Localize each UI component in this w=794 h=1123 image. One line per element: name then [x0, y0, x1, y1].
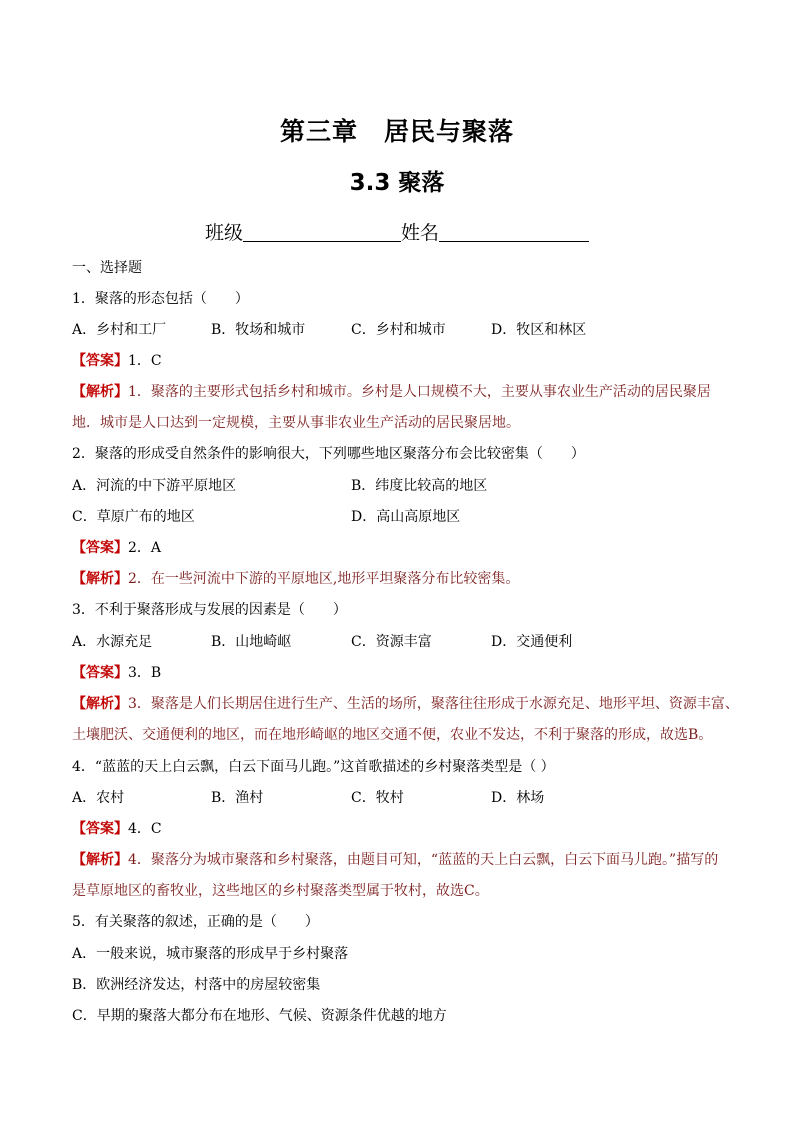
- answer-value: 2．A: [128, 540, 162, 556]
- answer-tag: 【答案】: [72, 353, 128, 369]
- explain-tag: 【解析】: [72, 384, 128, 400]
- option-a: A．河流的中下游平原地区: [72, 478, 237, 494]
- explain-tag: 【解析】: [72, 852, 128, 868]
- option-c: C．早期的聚落大都分布在地形、气候、资源条件优越的地方: [72, 1008, 447, 1024]
- option-d: D．林场: [491, 790, 545, 806]
- answer-line: [72, 819, 162, 839]
- question-stem: 3．不利于聚落形成与发展的因素是（ ）: [72, 602, 347, 618]
- options-row: [72, 632, 722, 652]
- explain-text: 1．聚落的主要形式包括乡村和城市。乡村是人口规模不大，主要从事农业生产活动的居民聚居: [128, 384, 711, 400]
- explain-line: [72, 694, 739, 714]
- section-heading: 一、选择题: [72, 260, 142, 276]
- option-d: D．高山高原地区: [351, 509, 461, 525]
- answer-line: [72, 351, 162, 371]
- explain-text: 地．城市是人口达到一定规模，主要从事非农业生产活动的居民聚居地。: [72, 415, 520, 431]
- answer-tag: 【答案】: [72, 665, 128, 681]
- options-row: [72, 788, 722, 808]
- option-b: B．山地崎岖: [211, 634, 292, 650]
- answer-line: [72, 538, 161, 558]
- option-b: B．欧洲经济发达，村落中的房屋较密集: [72, 977, 321, 993]
- answer-value: 4．C: [128, 821, 162, 837]
- question-stem: 5．有关聚落的叙述，正确的是（ ）: [72, 914, 319, 930]
- explain-text: 是草原地区的畜牧业，这些地区的乡村聚落类型属于牧村，故选C。: [72, 883, 489, 899]
- question-stem: 4．“蓝蓝的天上白云飘，白云下面马儿跑。”这首歌描述的乡村聚落类型是（ ）: [72, 759, 555, 775]
- chapter-title: 第三章 居民与聚落: [279, 117, 514, 146]
- answer-line: [72, 663, 161, 683]
- class-name-line: [0, 218, 794, 245]
- option-b: B．纬度比较高的地区: [351, 478, 488, 494]
- option-b: B．牧场和城市: [211, 322, 306, 338]
- explain-line: [72, 850, 718, 870]
- option-a: A．农村: [72, 790, 125, 806]
- option-c: C．资源丰富: [351, 634, 432, 650]
- section-title: 3.3 聚落: [349, 170, 445, 196]
- option-c: C．乡村和城市: [351, 322, 446, 338]
- name-label: 姓名: [401, 222, 440, 244]
- answer-value: 1．C: [128, 353, 162, 369]
- class-label: 班级: [204, 222, 243, 244]
- answer-value: 3．B: [128, 665, 162, 681]
- explain-tag: 【解析】: [72, 571, 128, 587]
- question-stem: 1．聚落的形态包括（ ）: [72, 291, 249, 307]
- option-a: A．乡村和工厂: [72, 322, 167, 338]
- options-row: [72, 476, 722, 496]
- option-c: C．牧村: [351, 790, 404, 806]
- options-row: [72, 320, 722, 340]
- option-a: A．一般来说，城市聚落的形成早于乡村聚落: [72, 946, 349, 962]
- answer-tag: 【答案】: [72, 821, 128, 837]
- option-b: B．渔村: [211, 790, 264, 806]
- explain-line: [72, 382, 711, 402]
- explain-text: 4．聚落分为城市聚落和乡村聚落，由题目可知，“蓝蓝的天上白云飘，白云下面马儿跑。”描写的: [128, 852, 719, 868]
- options-row: [72, 507, 722, 527]
- option-d: D．交通便利: [491, 634, 573, 650]
- name-blank: [439, 221, 589, 242]
- answer-tag: 【答案】: [72, 540, 128, 556]
- explain-text: 3．聚落是人们长期居住进行生产、生活的场所，聚落往往形成于水源充足、地形平坦、资源丰富、: [128, 696, 739, 712]
- option-c: C．草原广布的地区: [72, 509, 195, 525]
- option-d: D．牧区和林区: [491, 322, 587, 338]
- explain-text: 2．在一些河流中下游的平原地区,地形平坦聚落分布比较密集。: [128, 571, 520, 587]
- explain-text: 土壤肥沃、交通便利的地区，而在地形崎岖的地区交通不便，农业不发达，不利于聚落的形成，故选B。: [72, 727, 713, 743]
- class-blank: [243, 221, 401, 242]
- explain-line: [72, 569, 519, 589]
- explain-tag: 【解析】: [72, 696, 128, 712]
- question-stem: 2．聚落的形成受自然条件的影响很大，下列哪些地区聚落分布会比较密集（ ）: [72, 446, 585, 462]
- option-a: A．水源充足: [72, 634, 153, 650]
